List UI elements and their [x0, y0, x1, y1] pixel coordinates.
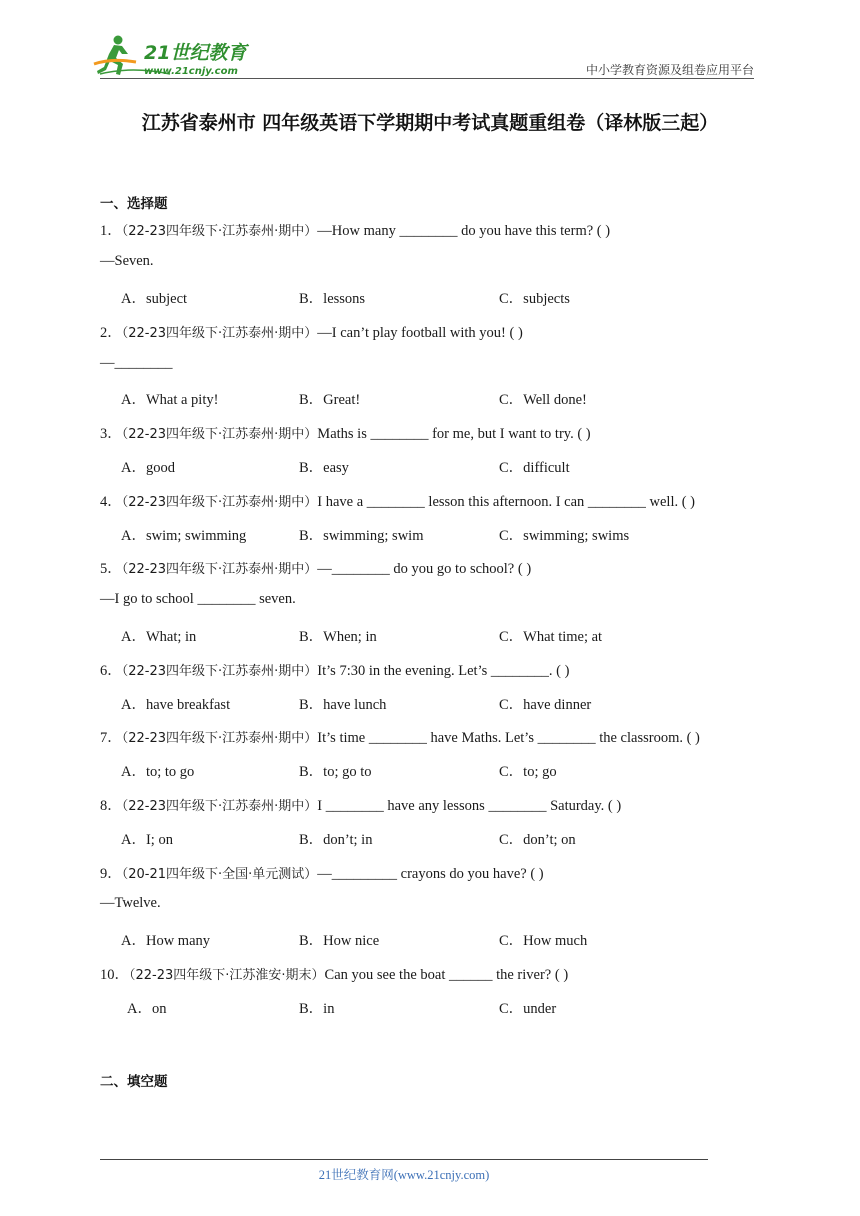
- q1-option-b[interactable]: B．lessons: [299, 291, 366, 307]
- question-10: 10．（22-23四年级下·江苏淮安·期末）Can you see the boat ______ the river? ( ): [100, 967, 569, 983]
- q7-option-b[interactable]: B．to; go to: [299, 764, 372, 780]
- q9-option-c[interactable]: C．How much: [499, 933, 588, 949]
- q4-option-b[interactable]: B．swimming; swim: [299, 528, 424, 544]
- q3-option-b[interactable]: B．easy: [299, 460, 349, 476]
- question-6: 6．（22-23四年级下·江苏泰州·期中）It’s 7:30 in the evening. Let’s ________. ( ): [100, 663, 570, 679]
- q8-option-c[interactable]: C．don’t; on: [499, 832, 576, 848]
- q6-option-c[interactable]: C．have dinner: [499, 697, 592, 713]
- q2-option-a[interactable]: A．What a pity!: [121, 392, 219, 408]
- q3-option-c[interactable]: C．difficult: [499, 460, 570, 476]
- q4-option-a[interactable]: A．swim; swimming: [121, 528, 247, 544]
- q6-option-a[interactable]: A．have breakfast: [121, 697, 231, 713]
- page-title: 江苏省泰州市 四年级英语下学期期中考试真题重组卷（译林版三起）: [141, 112, 719, 134]
- q3-option-a[interactable]: A．good: [121, 460, 175, 476]
- q5-option-b[interactable]: B．When; in: [299, 629, 377, 645]
- q9-option-a[interactable]: A．How many: [121, 933, 211, 949]
- logo-text: 21世纪教育: [144, 42, 247, 64]
- q10-option-a[interactable]: A．on: [127, 1001, 167, 1017]
- q7-option-a[interactable]: A．to; to go: [121, 764, 195, 780]
- q1-option-c[interactable]: C．subjects: [499, 291, 570, 307]
- page-header: [0, 0, 860, 90]
- question-2-answer-line: —________: [100, 355, 173, 371]
- q10-option-b[interactable]: B．in: [299, 1001, 335, 1017]
- q8-option-a[interactable]: A．I; on: [121, 832, 173, 848]
- question-7: 7．（22-23四年级下·江苏泰州·期中）It’s time ________ have Maths. Let’s ________ the classroom. ( ): [100, 730, 700, 746]
- q7-option-c[interactable]: C．to; go: [499, 764, 557, 780]
- question-5-answer-line: —I go to school ________ seven.: [100, 591, 296, 607]
- q10-option-c[interactable]: C．under: [499, 1001, 557, 1017]
- section-title-choice: 一、选择题: [100, 196, 168, 212]
- q2-option-b[interactable]: B．Great!: [299, 392, 361, 408]
- q8-option-b[interactable]: B．don’t; in: [299, 832, 373, 848]
- q5-option-a[interactable]: A．What; in: [121, 629, 197, 645]
- q6-option-b[interactable]: B．have lunch: [299, 697, 387, 713]
- q9-option-b[interactable]: B．How nice: [299, 933, 380, 949]
- footer-divider: [100, 1159, 708, 1160]
- footer-text[interactable]: 21世纪教育网(www.21cnjy.com): [318, 1168, 490, 1182]
- q4-option-c[interactable]: C．swimming; swims: [499, 528, 630, 544]
- question-1-answer-line: —Seven.: [100, 253, 154, 269]
- question-1: 1．（22-23四年级下·江苏泰州·期中）—How many ________ do you have this term? ( ): [100, 223, 611, 239]
- question-3: 3．（22-23四年级下·江苏泰州·期中）Maths is ________ for me, but I want to try. ( ): [100, 426, 591, 442]
- question-8: 8．（22-23四年级下·江苏泰州·期中）I ________ have any lessons ________ Saturday. ( ): [100, 798, 622, 814]
- section-title-fill: 二、填空题: [100, 1074, 168, 1090]
- header-divider: [100, 78, 754, 79]
- question-9-answer-line: —Twelve.: [100, 895, 161, 911]
- question-2: 2．（22-23四年级下·江苏泰州·期中）—I can’t play football with you! ( ): [100, 325, 523, 341]
- logo: [92, 34, 262, 80]
- q2-option-c[interactable]: C．Well done!: [499, 392, 587, 408]
- platform-label: 中小学教育资源及组卷应用平台: [585, 63, 754, 77]
- question-9: 9．（20-21四年级下·全国·单元测试）—_________ crayons do you have? ( ): [100, 866, 544, 882]
- question-5: 5．（22-23四年级下·江苏泰州·期中）—________ do you go to school? ( ): [100, 561, 532, 577]
- question-4: 4．（22-23四年级下·江苏泰州·期中）I have a ________ lesson this afternoon. I can ________ well. ( ): [100, 494, 696, 510]
- q1-option-a[interactable]: A．subject: [121, 291, 188, 307]
- logo-url: www.21cnjy.com: [144, 66, 238, 77]
- q5-option-c[interactable]: C．What time; at: [499, 629, 603, 645]
